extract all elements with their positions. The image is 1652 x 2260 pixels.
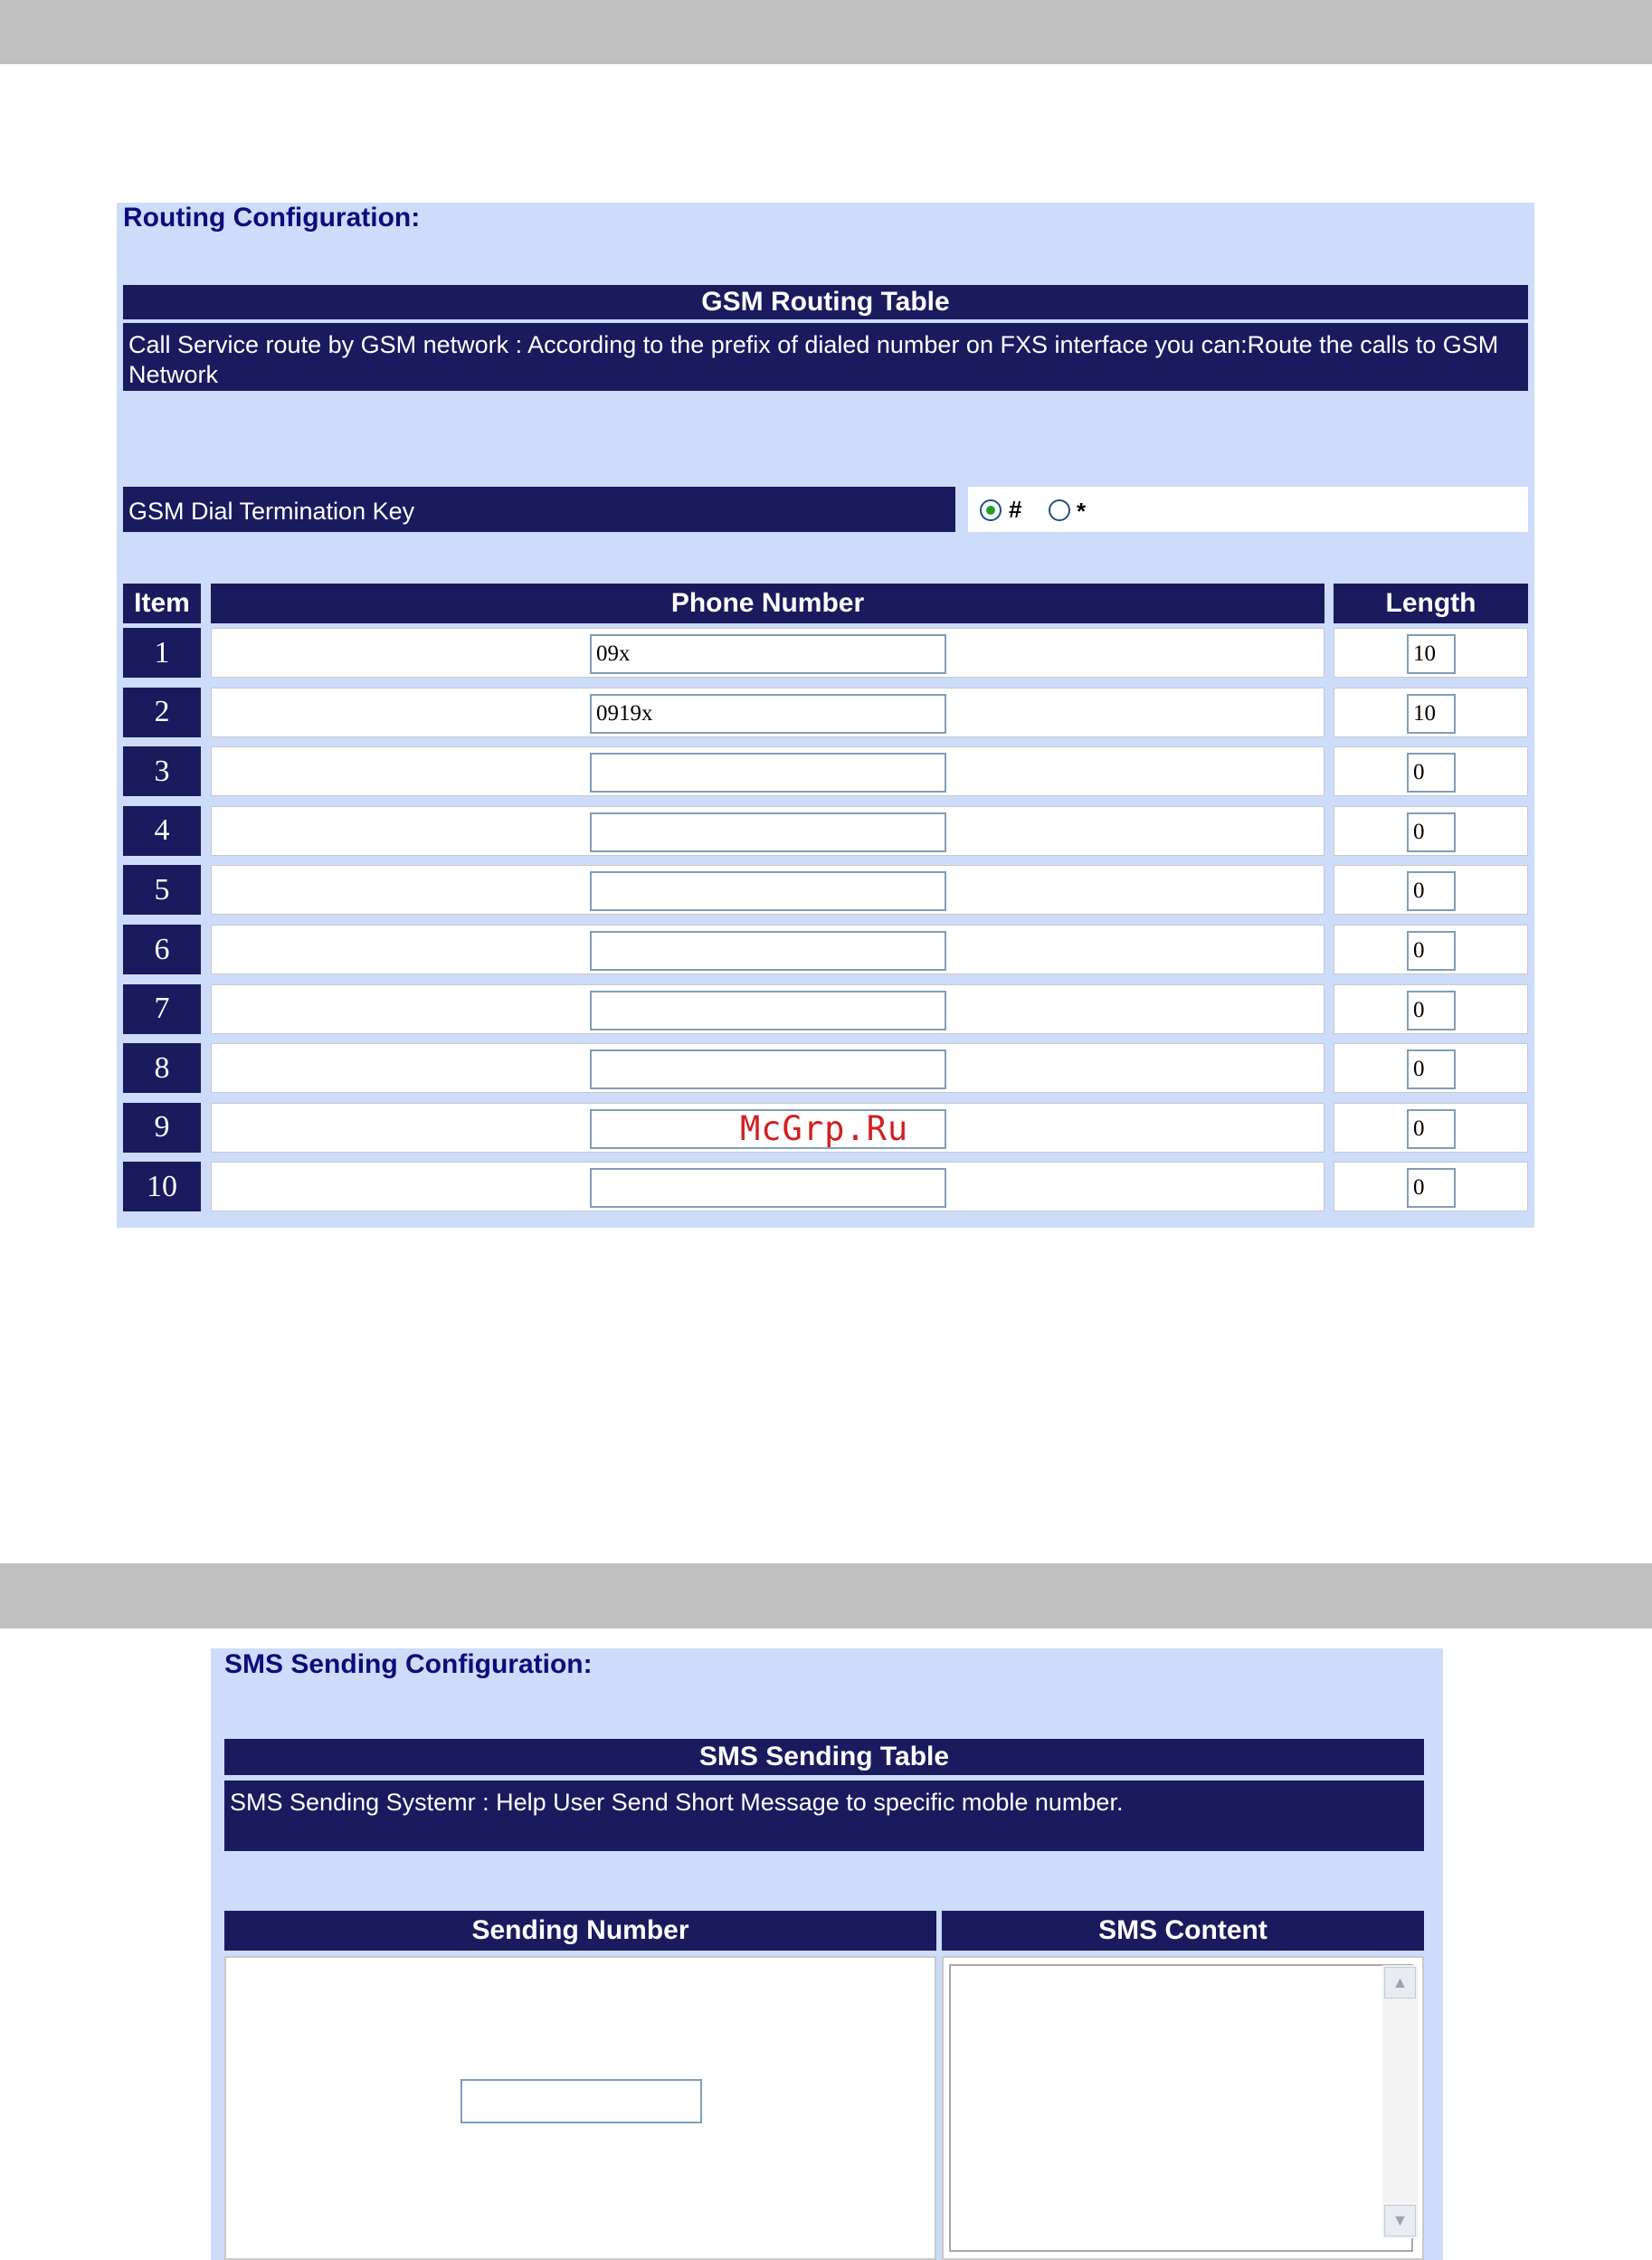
length-input[interactable] bbox=[1407, 931, 1456, 971]
phone-number-input[interactable] bbox=[590, 991, 946, 1030]
length-input[interactable] bbox=[1407, 694, 1456, 734]
item-number: 1 bbox=[123, 628, 201, 678]
length-input[interactable] bbox=[1407, 812, 1456, 852]
item-number: 4 bbox=[123, 806, 201, 856]
length-cell bbox=[1334, 806, 1528, 856]
length-cell bbox=[1334, 1043, 1528, 1093]
length-cell bbox=[1334, 746, 1528, 796]
phone-number-cell bbox=[211, 865, 1324, 915]
phone-number-cell bbox=[211, 1162, 1324, 1211]
phone-number-input[interactable] bbox=[590, 634, 946, 674]
item-number: 9 bbox=[123, 1103, 201, 1153]
column-header-length: Length bbox=[1334, 584, 1528, 623]
top-gray-bar bbox=[0, 0, 1652, 64]
phone-number-cell bbox=[211, 628, 1324, 678]
radio-star[interactable] bbox=[1049, 499, 1070, 521]
sending-number-input[interactable] bbox=[460, 2079, 702, 2123]
item-number: 8 bbox=[123, 1043, 201, 1093]
gsm-routing-description: Call Service route by GSM network : According to the prefix of dialed number on FXS interface you can:Route the calls to GSM Network bbox=[123, 323, 1528, 391]
phone-number-cell bbox=[211, 984, 1324, 1034]
scroll-down-arrow-icon[interactable]: ▼ bbox=[1384, 2205, 1416, 2236]
scroll-up-arrow-icon[interactable]: ▲ bbox=[1384, 1967, 1416, 1999]
column-header-item: Item bbox=[123, 584, 201, 623]
phone-number-input[interactable] bbox=[590, 931, 946, 971]
phone-number-cell bbox=[211, 688, 1324, 737]
item-number: 7 bbox=[123, 984, 201, 1034]
routing-title: Routing Configuration: bbox=[123, 203, 421, 233]
sending-number-cell bbox=[224, 1956, 936, 2260]
column-header-phone-number: Phone Number bbox=[211, 584, 1324, 623]
sms-content-cell bbox=[942, 1956, 1424, 2260]
routing-configuration-panel bbox=[117, 203, 1534, 1228]
sms-sending-table-header: SMS Sending Table bbox=[224, 1739, 1424, 1775]
length-input[interactable] bbox=[1407, 1049, 1456, 1089]
length-input[interactable] bbox=[1407, 991, 1456, 1030]
length-input[interactable] bbox=[1407, 871, 1456, 911]
radio-star-label: * bbox=[1077, 498, 1087, 525]
phone-number-cell bbox=[211, 1043, 1324, 1093]
item-number: 3 bbox=[123, 746, 201, 796]
length-input[interactable] bbox=[1407, 634, 1456, 674]
item-number: 6 bbox=[123, 925, 201, 974]
length-cell bbox=[1334, 1103, 1528, 1153]
item-number: 5 bbox=[123, 865, 201, 915]
radio-selected-dot bbox=[986, 506, 995, 515]
mid-gray-bar bbox=[0, 1563, 1652, 1629]
phone-number-input[interactable] bbox=[590, 1049, 946, 1089]
column-header-sms-content: SMS Content bbox=[942, 1911, 1424, 1951]
item-number: 2 bbox=[123, 688, 201, 737]
phone-number-input[interactable] bbox=[590, 753, 946, 793]
radio-hash-label: # bbox=[1009, 496, 1022, 523]
sms-title: SMS Sending Configuration: bbox=[224, 1649, 593, 1679]
watermark: McGrp.Ru bbox=[740, 1109, 909, 1148]
length-input[interactable] bbox=[1407, 1109, 1456, 1149]
column-header-sending-number: Sending Number bbox=[224, 1911, 936, 1951]
phone-number-input[interactable] bbox=[590, 871, 946, 911]
gsm-routing-table-header: GSM Routing Table bbox=[123, 285, 1528, 319]
sms-sending-description: SMS Sending Systemr : Help User Send Short Message to specific moble number. bbox=[224, 1780, 1424, 1851]
phone-number-input[interactable] bbox=[590, 694, 946, 734]
length-cell bbox=[1334, 628, 1528, 678]
length-cell bbox=[1334, 1162, 1528, 1211]
phone-number-cell bbox=[211, 806, 1324, 856]
length-input[interactable] bbox=[1407, 1168, 1456, 1208]
radio-hash[interactable] bbox=[980, 499, 1002, 521]
length-cell bbox=[1334, 925, 1528, 974]
termination-key-label: GSM Dial Termination Key bbox=[123, 487, 955, 532]
item-number: 10 bbox=[123, 1162, 201, 1211]
sms-content-textarea[interactable] bbox=[949, 1964, 1413, 2252]
length-input[interactable] bbox=[1407, 753, 1456, 793]
length-cell bbox=[1334, 865, 1528, 915]
phone-number-input[interactable] bbox=[590, 1168, 946, 1208]
length-cell bbox=[1334, 688, 1528, 737]
phone-number-cell bbox=[211, 746, 1324, 796]
termination-key-options bbox=[968, 487, 1528, 532]
sms-sending-configuration-panel bbox=[211, 1648, 1443, 2260]
length-cell bbox=[1334, 984, 1528, 1034]
phone-number-input[interactable] bbox=[590, 812, 946, 852]
phone-number-cell bbox=[211, 925, 1324, 974]
sms-content-scrollbar[interactable] bbox=[1382, 1965, 1418, 2238]
